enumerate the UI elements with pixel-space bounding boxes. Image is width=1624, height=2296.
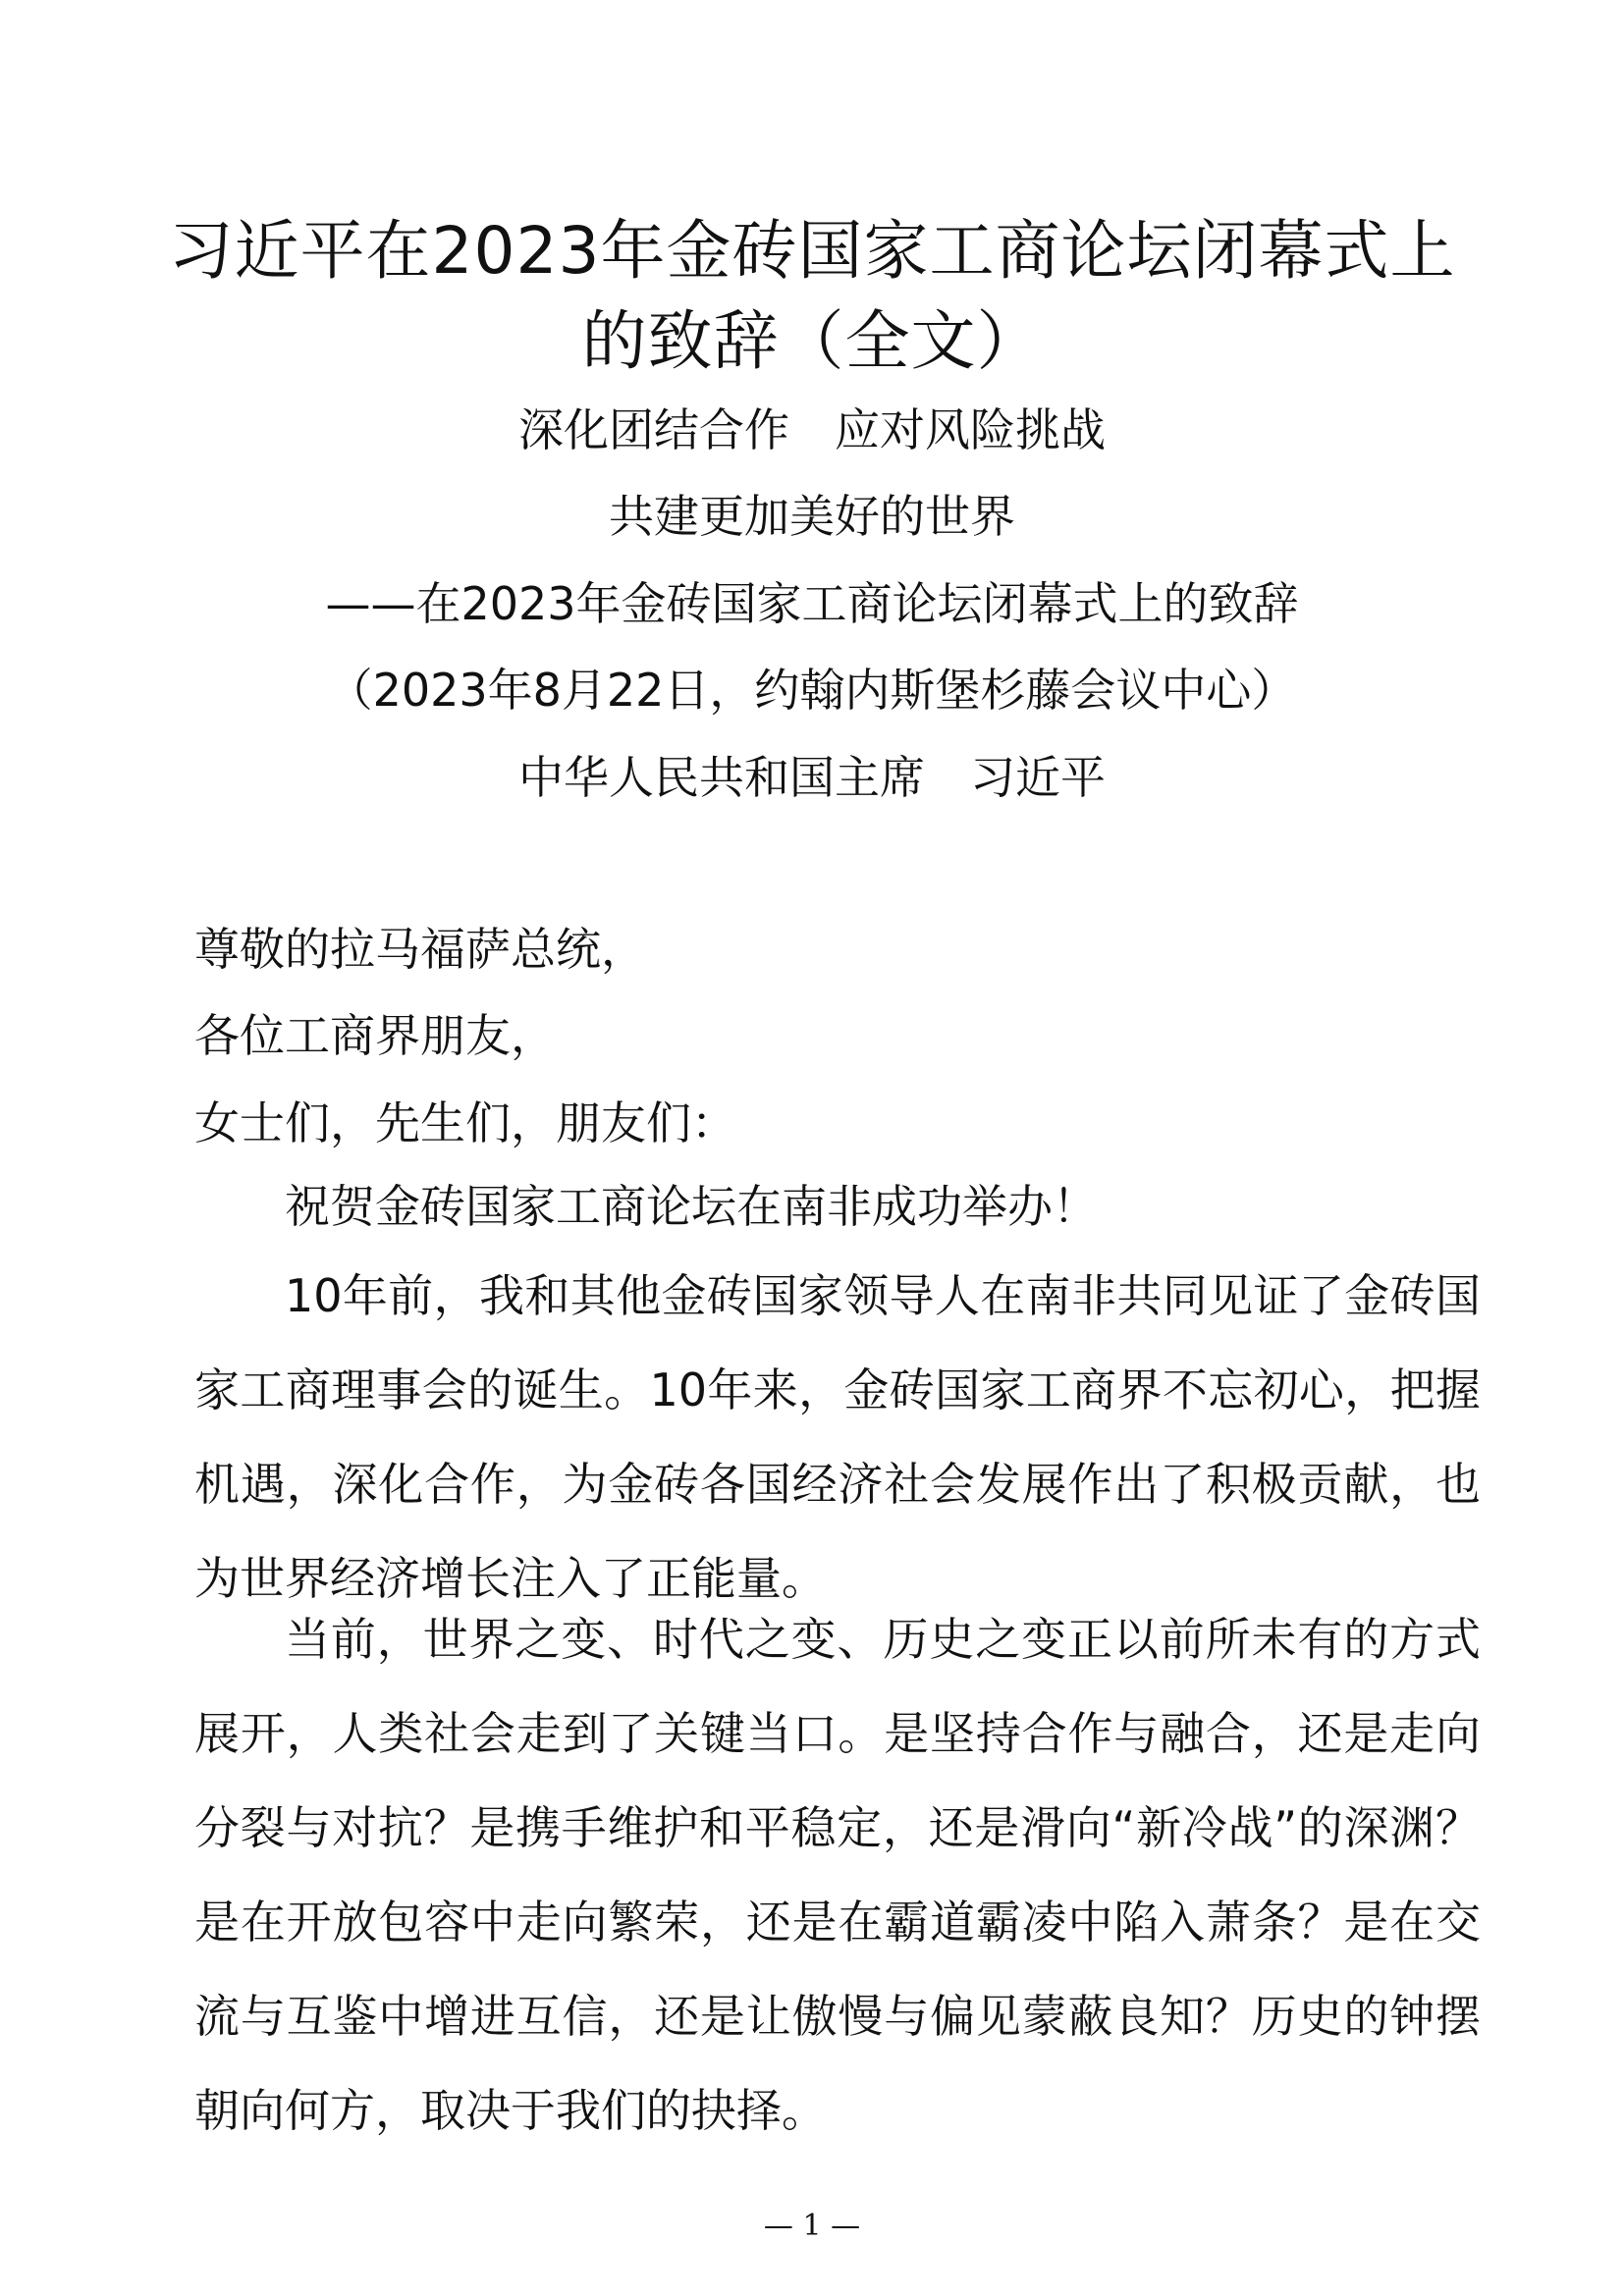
- salutation-line: 尊敬的拉马福萨总统，: [194, 923, 646, 976]
- speech-subtitle-2: 共建更加美好的世界: [609, 490, 1015, 543]
- salutation-line: 各位工商界朋友，: [194, 1009, 556, 1062]
- speech-date-place: （2023年8月22日，约翰内斯堡杉藤会议中心）: [327, 664, 1297, 717]
- speech-speaker: 中华人民共和国主席 习近平: [518, 751, 1106, 804]
- speech-subtitle-1: 深化团结合作 应对风险挑战: [518, 403, 1106, 456]
- speech-occasion: ——在2023年金砖国家工商论坛闭幕式上的致辞: [325, 577, 1299, 630]
- salutation-line: 女士们，先生们，朋友们：: [194, 1096, 736, 1149]
- page-number: — 1 —: [763, 2209, 861, 2243]
- body-paragraph: 当前，世界之变、时代之变、历史之变正以前所未有的方式展开，人类社会走到了关键当口。是坚持合作与融合，还是走向分裂与对抗？是携手维护和平稳定，还是滑向“新冷战”的深渊？是在开放包容中走向繁荣，还是在霸道霸凌中陷入萧条？是在交流与互鉴中增进互信，还是让傲慢与偏见蒙蔽良知？历史的钟摆朝向何方，取决于我们的抉择。: [194, 1613, 1481, 2137]
- document-title: 习近平在2023年金砖国家工商论坛闭幕式上的致辞（全文）: [168, 213, 1456, 379]
- body-paragraph: 10年前，我和其他金砖国家领导人在南非共同见证了金砖国家工商理事会的诞生。10年来，金砖国家工商界不忘初心，把握机遇，深化合作，为金砖各国经济社会发展作出了积极贡献，也为世界经济增长注入了正能量。: [194, 1269, 1481, 1605]
- body-paragraph: 祝贺金砖国家工商论坛在南非成功举办！: [285, 1180, 1098, 1233]
